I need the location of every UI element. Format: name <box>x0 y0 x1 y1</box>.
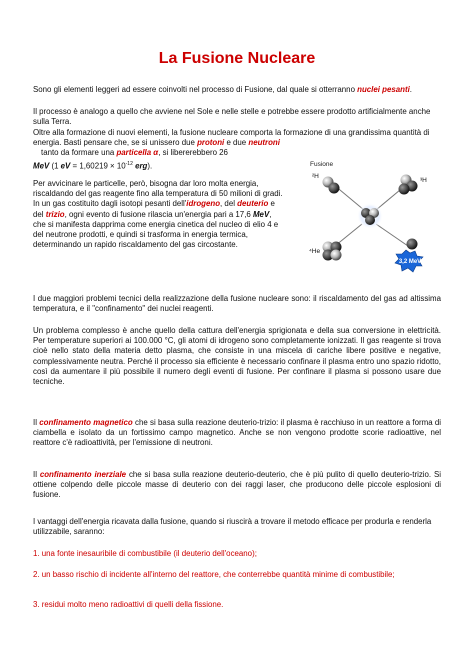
list-item: 2. un basso rischio di incidente all'interno del reattore, che conterrebbe quantità minime di combustibile; <box>33 570 395 579</box>
label-tritium: ³H <box>420 177 427 184</box>
label-deuterium: ²H <box>312 173 319 180</box>
paragraph-inertial: Il confinamento inerziale che si basa sulla reazione deuterio-deuterio, che è più pulito di quello deuterio-trizio. Si ottiene colpendo delle piccole masse di deuterio con dei raggi laser, che producono delle piccole esplosioni di fusione. <box>33 470 442 500</box>
paragraph-magnetic: Il confinamento magnetico che si basa sulla reazione deuterio-trizio: il plasma è racchiuso in un reattore a forma di ciambella e isolato da un fortissimo campo magnetico. Anche se non vengono prodotte scorie radioattive, nel reattore c'è radioattività, per l'emissione di neutroni. <box>33 418 441 448</box>
paragraph-energy: Oltre alla formazione di nuovi elementi, la fusione nucleare comporta la formazione di una grandissima quantità di energia. Basti pensare che, se si unissero due protoni e due neutroni tanto da formare una particella α, si libererebbero 26 MeV (1 eV = $1,60219 \times 10^{-12}$ erg). <box>33 128 430 171</box>
term-confinamento-inerziale: confinamento inerziale <box>39 470 127 479</box>
list-item: 1. una fonte inesauribile di combustibile (il deuterio dell'oceano); <box>33 549 257 558</box>
paragraph-plasma: Un problema complesso è anche quello della cattura dell'energia sprigionata e della sua conversione in elettricità. Per temperature superiori ai 100.000 °C, gli atomi di idrogeno sono completamente ionizzati. Il gas reagente si trova cioè nello stato della materia detto plasma, che consiste in una miscela di cariche libere positive e negative, complessivamente neutra. Perché il processo sia efficiente è necessario confinare il plasma entro uno spazio ridotto, così da aumentare il più possibile il numero degli eventi di fusione. Per confinare il plasma si possono usare due tecniche. <box>33 326 441 387</box>
list-item: 3. residui molto meno radioattivi di quelli della fissione. <box>33 600 224 609</box>
paragraph-intro: Sono gli elementi leggeri ad essere coinvolti nel processo di Fusione, dal quale si otterranno nuclei pesanti. <box>33 85 412 94</box>
term-deuterio: deuterio <box>237 199 269 209</box>
outgoing-arrow-right <box>376 224 408 246</box>
term-neutroni: neutroni <box>248 138 280 148</box>
page-title: La Fusione Nucleare <box>158 50 316 67</box>
deuterium-nucleus <box>323 177 340 194</box>
term-protoni: protoni <box>197 138 225 148</box>
neutron-icon <box>407 239 418 250</box>
term-nuclei-pesanti: nuclei pesanti <box>357 85 410 94</box>
term-magnetico: magnetico <box>93 418 133 427</box>
tritium-nucleus <box>399 175 418 195</box>
label-helium: ⁴He <box>309 248 321 255</box>
paragraph-isotopes: Per avvicinare le particelle, però, bisogna dar loro molta energia, riscaldando del gas reagente fino alla temperatura di 50 milioni di gradi. In un gas costituito dagli isotopi pesanti dell'idrogeno, del deuterio e del trizio, ogni evento di fusione rilascia un'energia pari a 17,6 MeV, che si manifesta dapprima come energia cinetica del nucleo di elio 4 e del neutrone prodotti, e quindi si trasforma in energia termica, determinando un rapido riscaldamento del gas circostante. <box>33 179 283 250</box>
paragraph-problems: I due maggiori problemi tecnici della realizzazione della fusione nucleare sono: il riscaldamento del gas ad altissima temperatura, e il "confinamento" dei nuclei reagenti. <box>33 294 441 314</box>
helium-nucleus <box>323 242 342 261</box>
energy-label: 3,2 MeV <box>398 259 422 265</box>
term-idrogeno: idrogeno <box>186 199 221 209</box>
term-confinamento: confinamento <box>39 418 91 427</box>
fusion-diagram <box>306 158 434 276</box>
paragraph-advantages: I vantaggi dell'energia ricavata dalla fusione, quando si riuscirà a trovare il metodo efficace per produrla e renderla utilizzabile, saranno: <box>33 517 432 537</box>
term-particella-alfa: particella α <box>116 148 159 158</box>
paragraph-sun: Il processo è analogo a quello che avviene nel Sole e nelle stelle e potrebbe essere prodotto artificialmente anche sulla Terra. <box>33 107 431 127</box>
diagram-label: Fusione <box>310 161 334 168</box>
term-trizio: trizio <box>45 209 65 219</box>
nucleon-icon <box>365 215 375 225</box>
